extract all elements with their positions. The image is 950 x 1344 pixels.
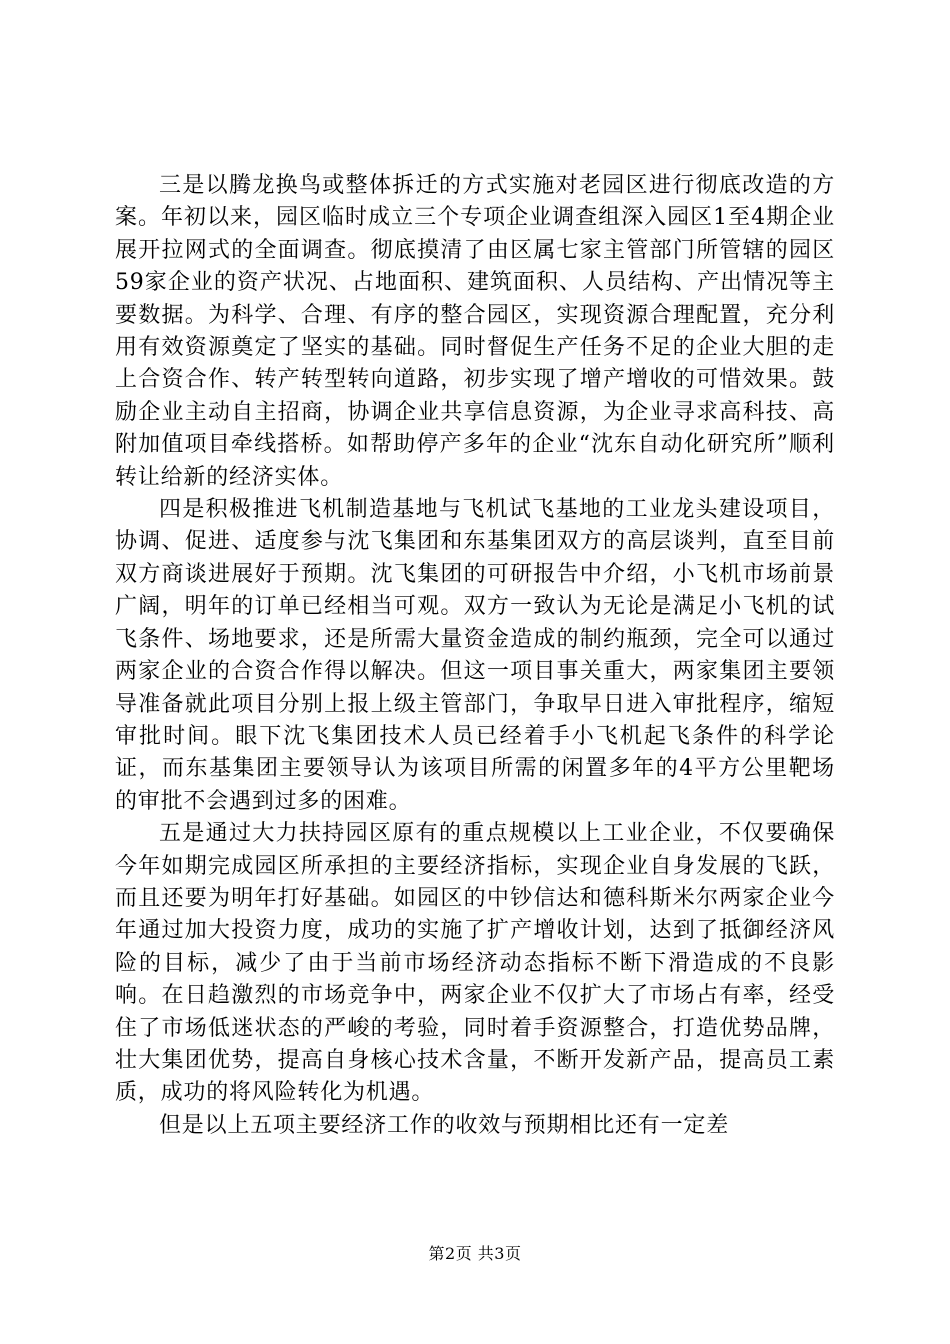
paragraph-4: 但是以上五项主要经济工作的收效与预期相比还有一定差	[159, 1112, 730, 1138]
paragraph-1: 三是以腾龙换鸟或整体拆迁的方式实施对老园区进行彻底改造的方案。年初以来，园区临时成立三个专项企业调查组深入园区1至4期企业展开拉网式的全面调查。彻底摸清了由区属七家主管部门所管辖的园区59家企业的资产状况、占地面积、建筑面积、人员结构、产出情况等主要数据。为科学、合理、有序的整合园区，实现资源合理配置，充分利用有效资源奠定了坚实的基础。同时督促生产任务不足的企业大胆的走上合资合作、转产转型转向道路，初步实现了增产增收的可惜效果。鼓励企业主动自主招商，协调企业共享信息资源，为企业寻求高科技、高附加值项目牵线搭桥。如帮助停产多年的企业“沈东自动化研究所”顺利转让给新的经济实体。	[115, 173, 835, 490]
paragraph-3: 五是通过大力扶持园区原有的重点规模以上工业企业，不仅要确保今年如期完成园区所承担的主要经济指标，实现企业自身发展的飞跃，而且还要为明年打好基础。如园区的中钞信达和德科斯米尔两家企业今年通过加大投资力度，成功的实施了扩产增收计划，达到了抵御经济风险的目标，减少了由于当前市场经济动态指标不断下滑造成的不良影响。在日趋激烈的市场竞争中，两家企业不仅扩大了市场占有率，经受住了市场低迷状态的严峻的考验，同时着手资源整合，打造优势品牌，壮大集团优势，提高自身核心技术含量，不断开发新产品，提高员工素质，成功的将风险转化为机遇。	[115, 821, 835, 1106]
paragraph-2: 四是积极推进飞机制造基地与飞机试飞基地的工业龙头建设项目，协调、促进、适度参与沈飞集团和东基集团双方的高层谈判，直至目前双方商谈进展好于预期。沈飞集团的可研报告中介绍，小飞机市场前景广阔，明年的订单已经相当可观。双方一致认为无论是满足小飞机的试飞条件、场地要求，还是所需大量资金造成的制约瓶颈，完全可以通过两家企业的合资合作得以解决。但这一项目事关重大，两家集团主要领导准备就此项目分别上报上级主管部门，争取早日进入审批程序，缩短审批时间。眼下沈飞集团技术人员已经着手小飞机起飞条件的科学论证，而东基集团主要领导认为该项目所需的闲置多年的4平方公里靶场的审批不会遇到过多的困难。	[115, 497, 835, 814]
page-footer: 第2页 共3页	[428, 1244, 522, 1263]
document-body	[115, 170, 835, 1142]
